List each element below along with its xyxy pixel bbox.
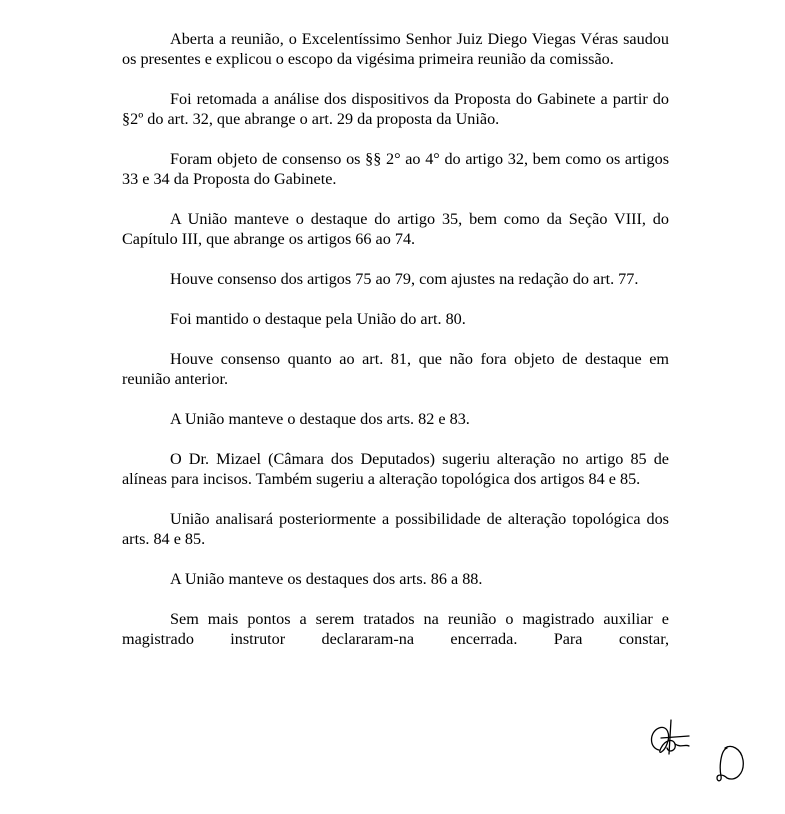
paragraph-arts-82-83: A União manteve o destaque dos arts. 82 e 83. <box>170 410 470 428</box>
paragraph-topological-change: União analisará posteriormente a possibilidade de alteração topológica dos arts. 84 e 85. <box>122 510 669 548</box>
document-body <box>122 29 669 649</box>
paragraph-arts-86-88: A União manteve os destaques dos arts. 86 a 88. <box>170 570 483 588</box>
signature-initials-1-icon <box>645 714 693 760</box>
signature-initials-2-icon <box>713 740 747 784</box>
paragraph-art-80: Foi mantido o destaque pela União do art. 80. <box>170 310 466 328</box>
paragraph-art-85: O Dr. Mizael (Câmara dos Deputados) sugeriu alteração no artigo 85 de alíneas para incisos. Também sugeriu a alteração topológica dos artigos 84 e 85. <box>122 450 669 488</box>
paragraph-art-35: A União manteve o destaque do artigo 35, bem como da Seção VIII, do Capítulo III, que abrange os artigos 66 ao 74. <box>122 210 669 248</box>
paragraph-arts-75-79: Houve consenso dos artigos 75 ao 79, com ajustes na redação do art. 77. <box>170 270 639 288</box>
paragraph-closing: Sem mais pontos a serem tratados na reunião o magistrado auxiliar e magistrado instrutor declararam-na encerrada. Para constar, <box>122 610 669 648</box>
paragraph-art-81: Houve consenso quanto ao art. 81, que não fora objeto de destaque em reunião anterior. <box>122 350 669 388</box>
paragraph-consensus-art-32: Foram objeto de consenso os §§ 2° ao 4° do artigo 32, bem como os artigos 33 e 34 da Proposta do Gabinete. <box>122 150 669 188</box>
paragraph-resumed-analysis: Foi retomada a análise dos dispositivos da Proposta do Gabinete a partir do §2º do art. 32, que abrange o art. 29 da proposta da União. <box>122 90 669 128</box>
paragraph-opening: Aberta a reunião, o Excelentíssimo Senhor Juiz Diego Viegas Véras saudou os presentes e explicou o escopo da vigésima primeira reunião da comissão. <box>122 30 669 68</box>
